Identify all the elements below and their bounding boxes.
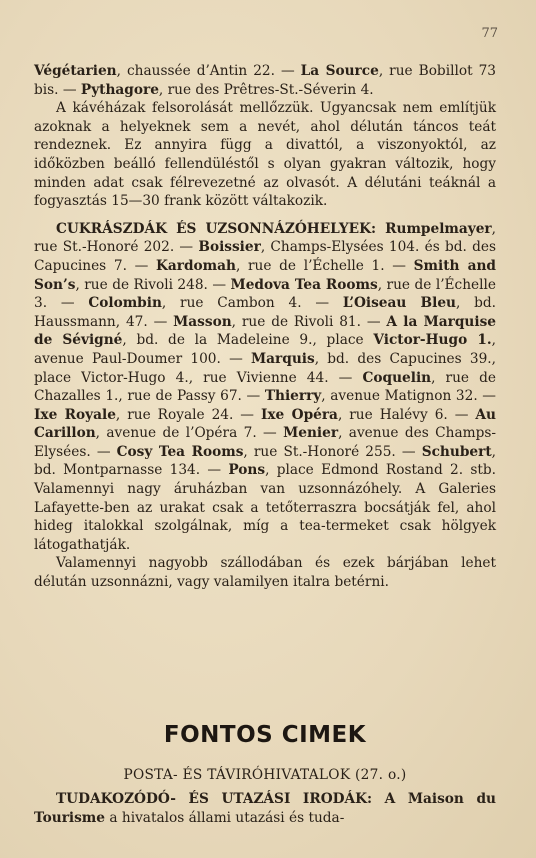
paragraph-4 (34, 554, 496, 591)
text-run: Valamennyi nagyobb szállodában és ezek bárjában lehet délután uzsonnázni, vagy valamilyen italra betérni. (34, 555, 496, 591)
text-run: , rue Royale 24. — (115, 406, 261, 423)
bold-term: Végétarien (34, 63, 117, 79)
paragraph-rest: a hivatalos állami utazási és tuda- (105, 810, 345, 826)
text-run: , chaussée d’Antin 22. — (116, 63, 301, 79)
text-run: , rue des Prêtres-St.-Séverin 4. (158, 81, 374, 98)
text-run: , rue Bobillot 73 bis. — (34, 63, 496, 98)
text-run: , rue St.-Honoré 202. — (34, 220, 496, 256)
text-run: , rue de Chazalles 1., rue de Passy 67. — (34, 369, 496, 405)
text-run: , rue de Rivoli 81. — (231, 313, 387, 330)
bold-term: L’Oiseau Bleu (342, 295, 456, 312)
page-number: 77 (481, 26, 498, 41)
bold-term: Medova Tea Rooms (230, 276, 378, 293)
text-run: , rue de Rivoli 248. — (75, 276, 231, 293)
text-run: , rue Cambon 4. — (161, 295, 343, 312)
paragraph-offices (34, 790, 496, 828)
text-run: A kávéházak felsorolását mellőzzük. Ugyancsak nem említjük azoknak a helyeknek sem a nevét, ahol délután táncos teát rendeznek. Ez annyira függ a divattól, a viszonyoktól, az időközben beálló fellendüléstől s olyan gyakran változik, hogy minden adat csak félrevezetné az olvasót. A délutáni teáknál a fogyasztás 15—30 frank között váltakozik. (34, 100, 496, 210)
text-run: , rue de l’Échelle 3. — (34, 276, 496, 312)
bold-term: Marquis (251, 350, 315, 367)
bold-term: Smith and Son’s (34, 257, 497, 293)
text-run: , avenue de l’Opéra 7. — (95, 425, 284, 442)
bold-term: Masson (173, 313, 232, 330)
bold-term: Colombin (88, 295, 162, 312)
bold-term: Victor-Hugo 1. (373, 332, 492, 349)
bold-term: Menier (283, 425, 339, 442)
bold-term: Thierry (264, 388, 322, 405)
paragraph-3 (34, 220, 496, 555)
text-run: , Champs-Elysées 104. és bd. des Capucines 7. — (34, 239, 496, 274)
bold-term: Pons (228, 462, 266, 479)
text-run: , avenue des Champs-Elysées. — (34, 425, 496, 460)
section-body (34, 766, 496, 828)
paragraph-2 (34, 99, 496, 211)
body-text (34, 62, 496, 592)
bold-lead: TUDAKOZÓDÓ- ÉS UTAZÁSI IRODÁK: A Maison du Tourisme (34, 791, 496, 826)
bold-term: Kardomah (156, 257, 236, 274)
text-run: , bd. Haussmann, 47. — (34, 295, 497, 330)
section-title: FONTOS CIMEK (163, 722, 367, 748)
bold-term: Ixe Opéra (260, 406, 338, 423)
text-run: , rue St.-Honoré 255. — (243, 443, 422, 460)
bold-term: Cosy Tea Rooms (116, 443, 244, 460)
bold-term: La Source (300, 63, 379, 79)
text-run: , rue Halévy 6. — (337, 406, 476, 423)
text-run: , place Edmond Rostand 2. stb. Valamennyi nagy áruházban van uzsonnázóhely. A Galeries Lafayette-ben az urakat csak a tetőterraszra bocsátják fel, ahol hideg italokkal szolgálnak, míg a tea-termeket csak hölgyek látogathatják. (34, 462, 496, 553)
text-run: , avenue Matignon 32. — (321, 388, 496, 405)
bold-term: A la Marquise de Sévigné (34, 313, 497, 349)
bold-term: CUKRÁSZDÁK ÉS UZSONNÁZÓHELYEK: Rumpelmayer (56, 220, 492, 237)
bold-term: Pythagore (80, 81, 159, 98)
bold-term: Ixe Royale (34, 406, 116, 423)
text-run: , bd. Montparnasse 134. — (34, 443, 496, 479)
bold-term: Au Carillon (34, 406, 496, 442)
bold-term: Boissier (198, 239, 261, 256)
text-run: , rue de l’Échelle 1. — (235, 257, 414, 274)
text-run: , avenue Paul-Doumer 100. — (34, 332, 496, 367)
paragraph-1 (34, 62, 496, 99)
text-run: , bd. des Capucines 39., place Victor-Hugo 4., rue Vivienne 44. — (34, 350, 496, 386)
bold-term: Schubert (421, 443, 492, 460)
text-run: , bd. de la Madeleine 9., place (122, 332, 374, 349)
bold-term: Coquelin (362, 369, 432, 386)
subheading: POSTA- ÉS TÁVIRÓHIVATALOK (27. o.) (123, 767, 407, 783)
